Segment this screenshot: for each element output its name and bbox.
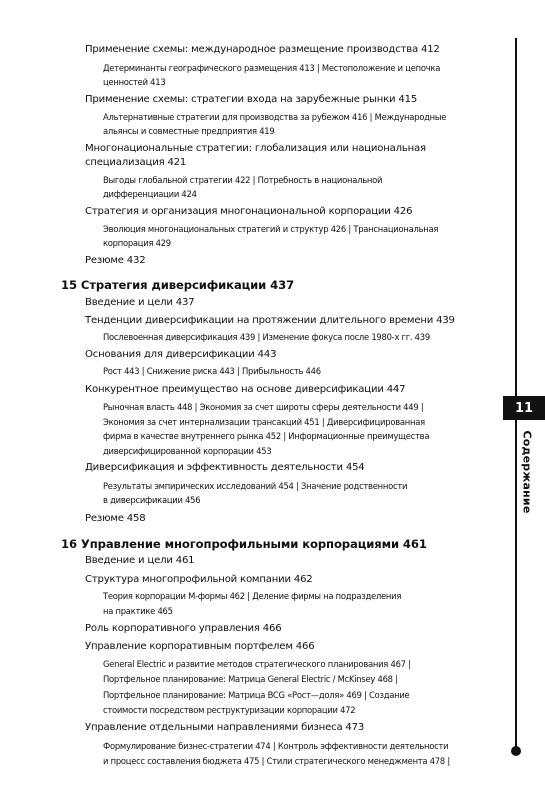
toc-subsection-entry: Результаты эмпирических исследований 454 | Значение родственности: [103, 481, 408, 491]
toc-section-entry: Резюме 458: [85, 513, 146, 524]
toc-section-entry: Введение и цели 461: [85, 555, 195, 566]
toc-subsection-entry: Формулирование бизнес-стратегии 474 | Контроль эффективности деятельности: [103, 741, 449, 751]
toc-subsection-entry: Альтернативные стратегии для производства за рубежом 416 | Международные: [103, 112, 447, 122]
toc-section-entry: Применение схемы: международное размещение производства 412: [85, 44, 440, 55]
toc-section-entry: Диверсификация и эффективность деятельности 454: [85, 462, 365, 473]
toc-chapter-heading: 16 Управление многопрофильными корпорациями 461: [61, 537, 427, 551]
toc-section-entry: Основания для диверсификации 443: [85, 349, 277, 360]
toc-subsection-entry: Эволюция многонациональных стратегий и структур 426 | Транснациональная: [103, 224, 439, 234]
toc-section-entry: Структура многопрофильной компании 462: [85, 574, 313, 585]
toc-subsection-entry: на практике 465: [103, 606, 173, 616]
toc-subsection-entry: Детерминанты географического размещения 413 | Местоположение и цепочка: [103, 63, 441, 73]
toc-subsection-entry: General Electric и развитие методов стратегического планирования 467 |: [103, 659, 411, 669]
toc-section-entry: Управление корпоративным портфелем 466: [85, 641, 315, 652]
toc-subsection-entry: Портфельное планирование: Матрица BCG «Рост—доля» 469 | Создание: [103, 690, 410, 700]
toc-section-entry: Управление отдельными направлениями бизнеса 473: [85, 722, 365, 733]
toc-subsection-entry: диверсифицированной корпорации 453: [103, 446, 272, 456]
toc-subsection-entry: дифференциации 424: [103, 189, 197, 199]
toc-subsection-entry: Послевоенная диверсификация 439 | Изменение фокуса после 1980-х гг. 439: [103, 332, 430, 342]
sidebar-rule: [515, 38, 517, 750]
section-label: Содержание: [520, 430, 534, 514]
toc-chapter-heading: 15 Стратегия диверсификации 437: [61, 278, 295, 292]
toc-subsection-entry: ценностей 413: [103, 77, 166, 87]
toc-section-entry: Многонациональные стратегии: глобализация или национальная: [85, 143, 426, 154]
toc-subsection-entry: Портфельное планирование: Матрица General Electric / McKinsey 468 |: [103, 674, 398, 684]
toc-section-entry: Конкурентное преимущество на основе диверсификации 447: [85, 384, 406, 395]
toc-section-entry: Стратегия и организация многонациональной корпорации 426: [85, 206, 413, 217]
toc-subsection-entry: Выгоды глобальной стратегии 422 | Потребность в национальной: [103, 175, 383, 185]
toc-section-entry: Применение схемы: стратегии входа на зарубежные рынки 415: [85, 94, 418, 105]
toc-subsection-entry: Теория корпорации М-формы 462 | Деление фирмы на подразделения: [103, 591, 402, 601]
toc-subsection-entry: и процесс составления бюджета 475 | Стили стратегического менеджмента 478 |: [103, 756, 450, 766]
toc-section-entry: Роль корпоративного управления 466: [85, 623, 282, 634]
toc-subsection-entry: в диверсификации 456: [103, 495, 201, 505]
toc-subsection-entry: корпорация 429: [103, 238, 171, 248]
sidebar-end-dot: [511, 746, 521, 756]
chapter-number-tab: 11: [503, 396, 545, 420]
toc-subsection-entry: Рост 443 | Снижение риска 443 | Прибыльность 446: [103, 366, 321, 376]
toc-subsection-entry: фирма в качестве внутреннего рынка 452 | Информационные преимущества: [103, 431, 430, 441]
toc-section-entry: специализация 421: [85, 157, 187, 168]
toc-subsection-entry: стоимости посредством реструктуризации корпорации 472: [103, 705, 356, 715]
toc-section-entry: Тенденции диверсификации на протяжении длительного времени 439: [85, 315, 455, 326]
toc-section-entry: Введение и цели 437: [85, 297, 195, 308]
toc-subsection-entry: Экономия за счет интернализации трансакций 451 | Диверсифицированная: [103, 417, 425, 427]
toc-subsection-entry: Рыночная власть 448 | Экономия за счет широты сферы деятельности 449 |: [103, 402, 424, 412]
toc-section-entry: Резюме 432: [85, 255, 146, 266]
toc-subsection-entry: альянсы и совместные предприятия 419: [103, 126, 275, 136]
